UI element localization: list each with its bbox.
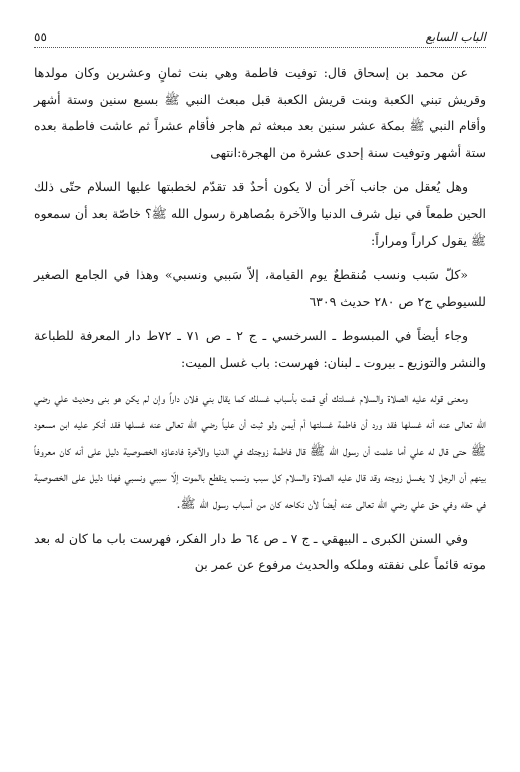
- running-header: [34, 28, 486, 46]
- paragraph: وهل يُعقل من جانب آخر أن لا يكون أحدٌ قد تقدّم لخطبتها عليها السلام حتّى ذلك الحين طمعاً في نيل شرف الدنيا والآخرة بمُصاهرة رسول الله ﷺ؟ خاصّة بعد أن سمعوه ﷺ يقول كراراً ومراراً:: [34, 179, 486, 248]
- page-body: [34, 60, 486, 579]
- paragraph: عن محمد بن إسحاق قال: توفيت فاطمة وهي بنت ثمانٍ وعشرين وكان مولدها وقريش تبني الكعبة وبنت قريش الكعبة قبل مبعث النبي ﷺ بسبع سنين وستة أشهر وأقام النبي ﷺ بمكة عشر سنين بعد مبعثه ثم هاجر فأقام عشراً ثم عاشت فاطمة بعده ستة أشهر وتوفيت سنة إحدى عشرة من الهجرة:انتهى: [34, 65, 486, 160]
- page-number: ٥٥: [34, 30, 47, 44]
- paragraph: وجاء أيضاً في المبسوط ـ السرخسي ـ ج ٢ ـ ص ٧١ ـ ٧٢ط دار المعرفة للطباعة والنشر والتوزيع ـ بيروت ـ لبنان: فهرست: باب غسل الميت:: [34, 328, 486, 370]
- chapter-title: الباب السابع: [425, 30, 486, 44]
- paragraph: وفي السنن الكبرى ـ البيهقي ـ ج ٧ ـ ص ٦٤ ط دار الفكر، فهرست باب ما كان له بعد موته قائماً على نفقته وملكه والحديث مرفوع عن عمر بن: [34, 530, 486, 573]
- quote-paragraph: «كلّ سَبب ونسب مُنقطعٌ يوم القيامة، إلاّ سَببي ونسبي» وهذا في الجامع الصغير للسيوطي ج٢ ص ٢٨٠ حديث ٦٣٠٩: [34, 267, 486, 309]
- paragraph: ومعنى قوله عليه الصلاة والسلام غسلتك أي قمت بأسباب غسلك كما يقال بني فلان داراً وإن لم يكن هو بنى وحديث علي رضي الله تعالى عنه أنه غسلها فقد ورد أن فاطمة غسلتها أم أيمن ولو ثبت أن علياً رضي الله تعالى عنه غسلها فقد أنكر عليه ابن مسعود ﷺ حتى قال له علي أما علمت أن رسول الله ﷺ قال فاطمة زوجتك في الدنيا والآخرة فادعاؤه الخصوصية دليل على أنه كان معروفاً بينهم أن الرجل لا يغسل زوجته وقد قال عليه الصلاة والسلام كل سبب ونسب ينقطع بالموت إلّا سببي ونسبي فهذا دليل على الخصوصية في حقه وفي حق علي رضي الله تعالى عنه أيضاً لأن نكاحه كان من أسباب رسول الله ﷺ.: [34, 389, 486, 511]
- header-rule: [34, 47, 486, 48]
